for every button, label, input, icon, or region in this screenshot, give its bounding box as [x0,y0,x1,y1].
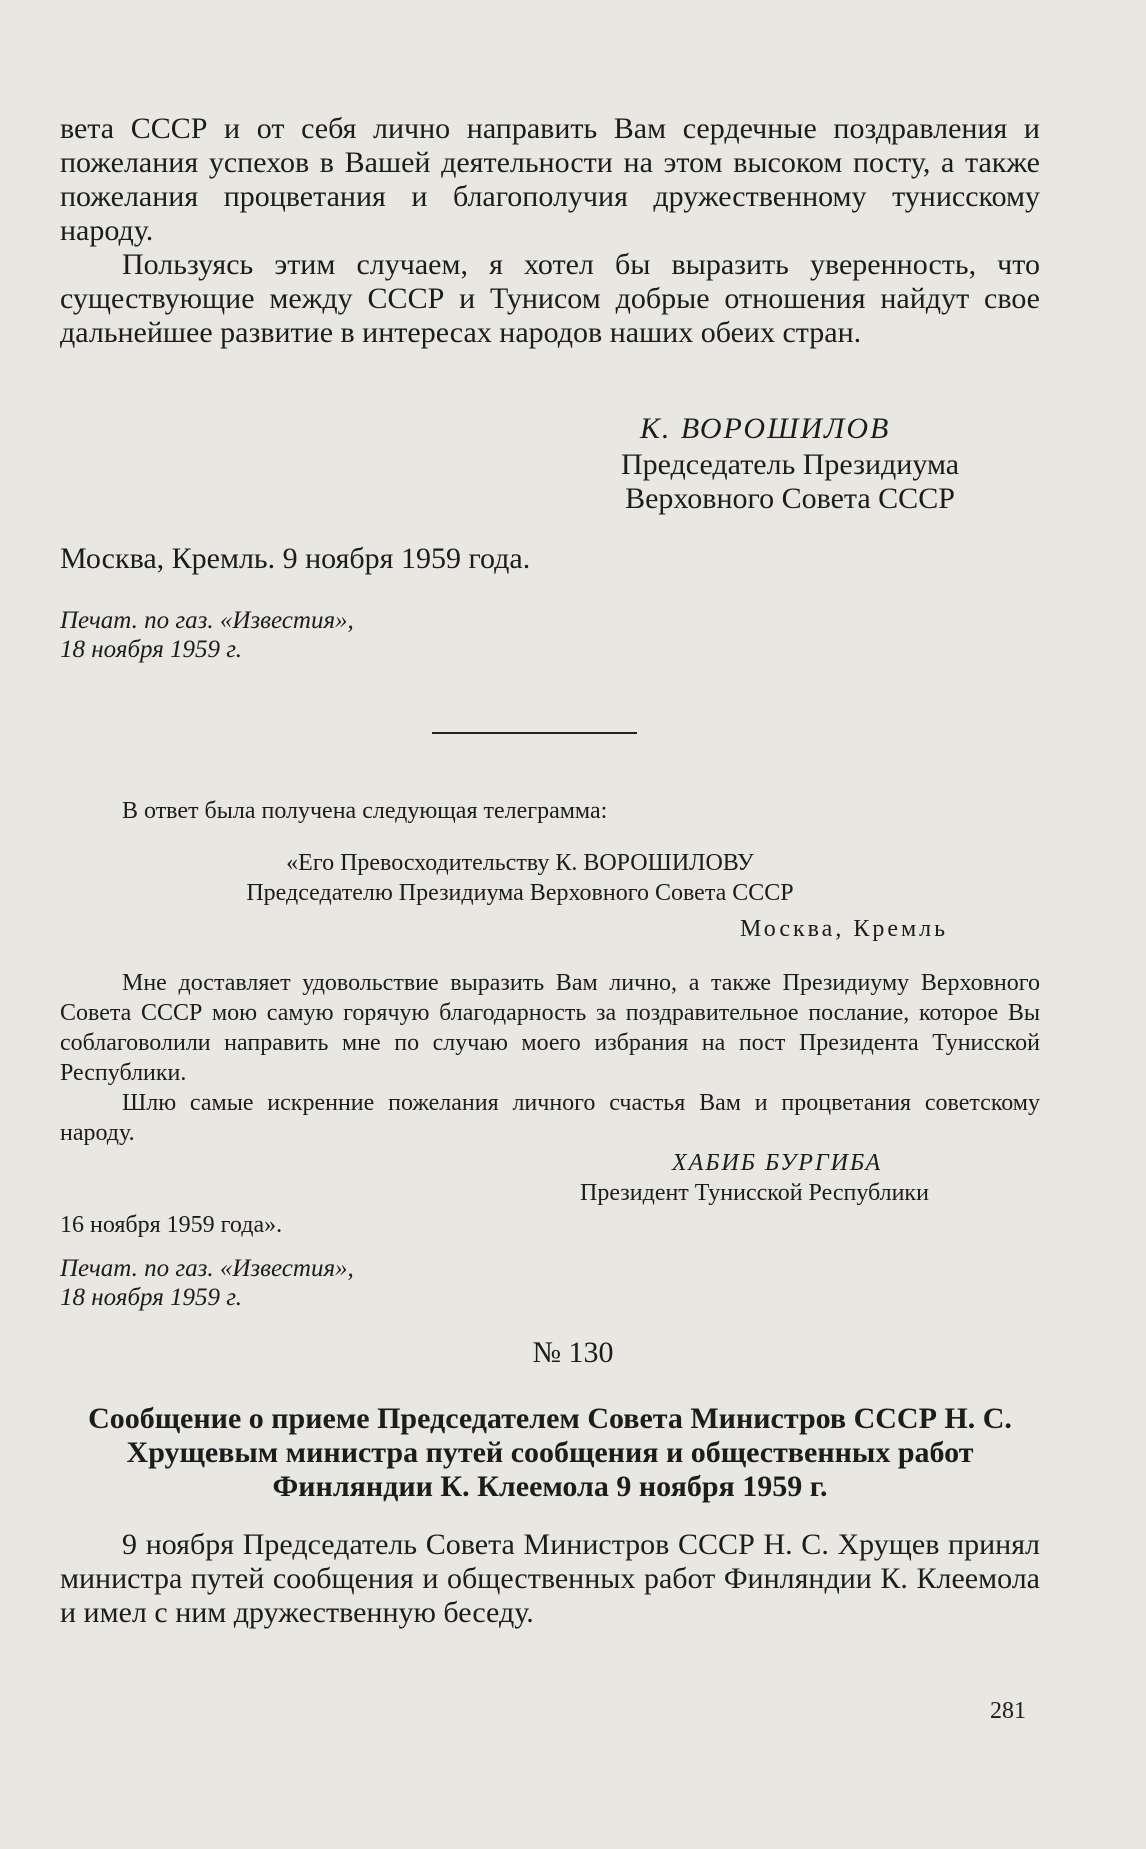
page-number: 281 [990,1698,1026,1724]
signature-title-line: Верховного Совета СССР [625,482,955,515]
signature-title-line: Председатель Президиума [620,448,960,481]
telegram-addressee [140,848,900,908]
document-body [60,1528,1040,1630]
signature-voroshilov-title [560,448,1020,516]
telegram-address: Москва, Кремль [740,916,949,942]
source-line: 18 ноября 1959 г. [60,1284,242,1311]
telegram-intro: В ответ была получена следующая телеграмма: [122,798,608,824]
source-line: 18 ноября 1959 г. [60,636,242,663]
source-note-1 [60,606,354,664]
telegram-date: 16 ноября 1959 года». [60,1212,283,1238]
body-paragraph: 9 ноября Председатель Совета Министров СССР Н. С. Хрущев принял министра путей сообщения и общественных работ Финляндии К. Клеемола и имел с ним дружественную беседу. [60,1528,1040,1629]
divider [432,732,637,734]
addressee-line: Председателю Президиума Верховного Совета СССР [246,880,794,906]
telegram-body [60,968,1040,1148]
document-number: № 130 [532,1336,614,1369]
source-line: Печат. по газ. «Известия», [60,607,354,634]
signature-bourguiba-name: ХАБИБ БУРГИБА [672,1150,883,1176]
document-heading: Сообщение о приеме Председателем Совета Министров СССР Н. С. Хрущевым министра путей сообщения и общественных работ Финляндии К. Клеемола 9 ноября 1959 г. [88,1402,1012,1503]
paragraph-assurance: Пользуясь этим случаем, я хотел бы выразить уверенность, что существующие между СССР и Тунисом добрые отношения найдут свое дальнейшее развитие в интересах народов наших обеих стран. [60,248,1040,349]
addressee-line: «Его Превосходительству К. ВОРОШИЛОВУ [286,850,754,876]
source-line: Печат. по газ. «Известия», [60,1255,354,1282]
signature-bourguiba-title: Президент Тунисской Республики [580,1180,929,1206]
telegram-paragraph: Мне доставляет удовольствие выразить Вам лично, а также Президиуму Верховного Совета СССР мою самую горячую благодарность за поздравительное послание, которое Вы соблаговолили направить мне по случаю моего избрания на пост Президента Тунисской Республики. [60,970,1040,1086]
source-note-2 [60,1254,354,1312]
signature-voroshilov-name: К. ВОРОШИЛОВ [640,412,891,445]
top-text [60,112,1040,350]
place-date: Москва, Кремль. 9 ноября 1959 года. [60,542,531,575]
paragraph-continuation: вета СССР и от себя лично направить Вам сердечные поздравления и пожелания успехов в Вашей деятельности на этом высоком посту, а также пожелания процветания и благополучия дружественному тунисскому народу. [60,112,1040,247]
telegram-paragraph: Шлю самые искренние пожелания личного счастья Вам и процветания советскому народу. [60,1090,1040,1146]
